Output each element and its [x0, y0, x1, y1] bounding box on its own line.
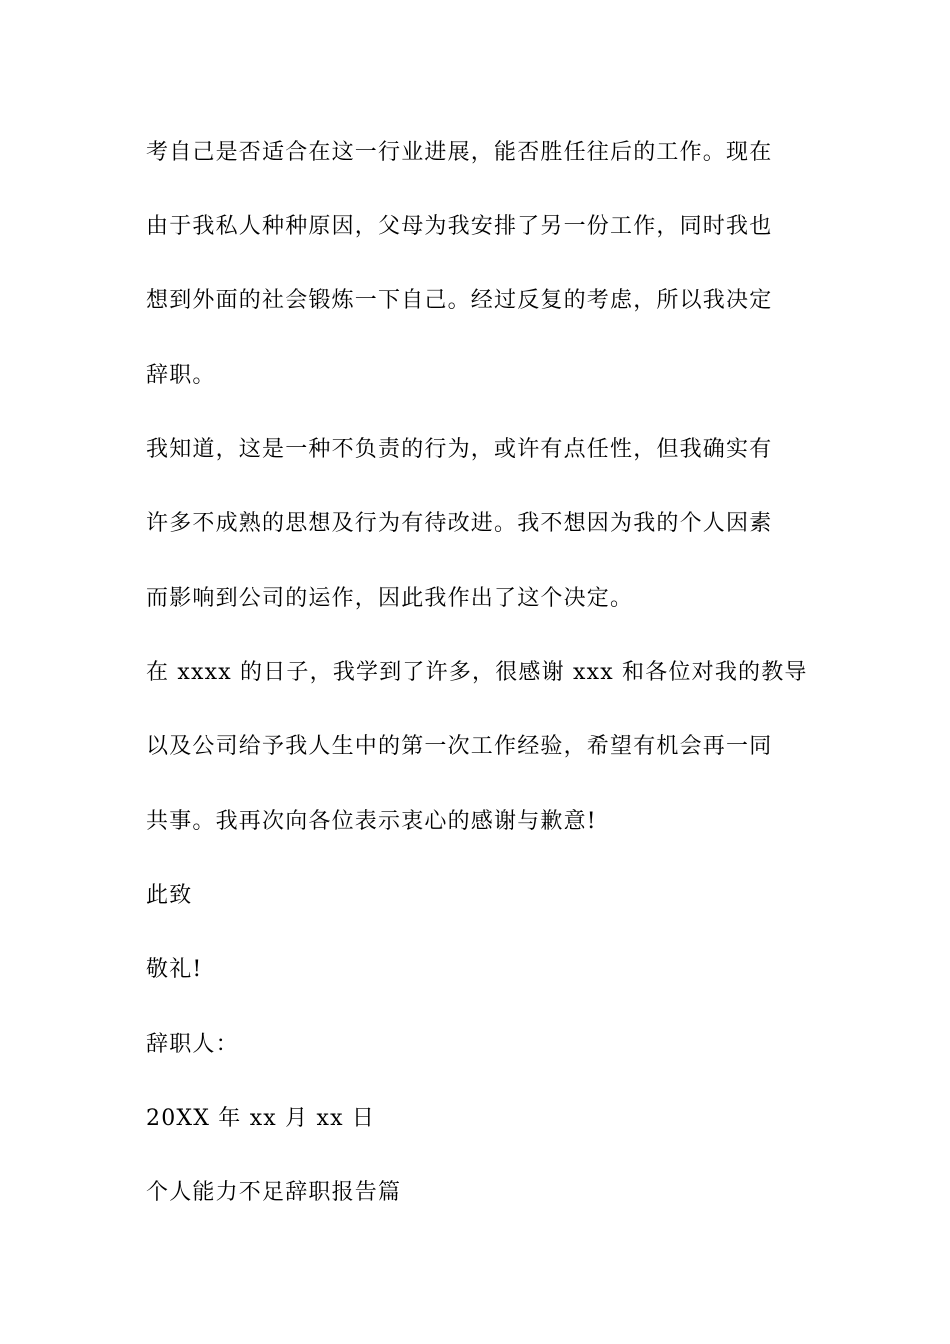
paragraph-line: 我知道，这是一种不负责的行为，或许有点任性，但我确实有 — [146, 437, 773, 462]
paragraph-line: 辞职。 — [146, 363, 216, 388]
paragraph-line: 以及公司给予我人生中的第一次工作经验，希望有机会再一同 — [146, 734, 773, 759]
closing-text: 此致 — [146, 883, 193, 908]
paragraph-line: 而影响到公司的运作，因此我作出了这个决定。 — [146, 586, 634, 611]
paragraph-line: 许多不成熟的思想及行为有待改进。我不想因为我的个人因素 — [146, 511, 773, 536]
paragraph-line: 考自己是否适合在这一行业进展，能否胜任往后的工作。现在 — [146, 140, 773, 165]
salute-text: 敬礼! — [146, 957, 203, 982]
paragraph-line: 共事。我再次向各位表示衷心的感谢与歉意! — [146, 809, 597, 834]
signature-label: 辞职人： — [146, 1032, 239, 1057]
paragraph-line: 想到外面的社会锻炼一下自己。经过反复的考虑，所以我决定 — [146, 288, 773, 313]
paragraph-line: 由于我私人种种原因，父母为我安排了另一份工作，同时我也 — [146, 214, 773, 239]
paragraph-line: 在 xxxx 的日子，我学到了许多，很感谢 xxx 和各位对我的教导 — [146, 660, 808, 685]
date-line: 20XX 年 xx 月 xx 日 — [146, 1106, 376, 1131]
next-section-title: 个人能力不足辞职报告篇 — [146, 1180, 402, 1205]
